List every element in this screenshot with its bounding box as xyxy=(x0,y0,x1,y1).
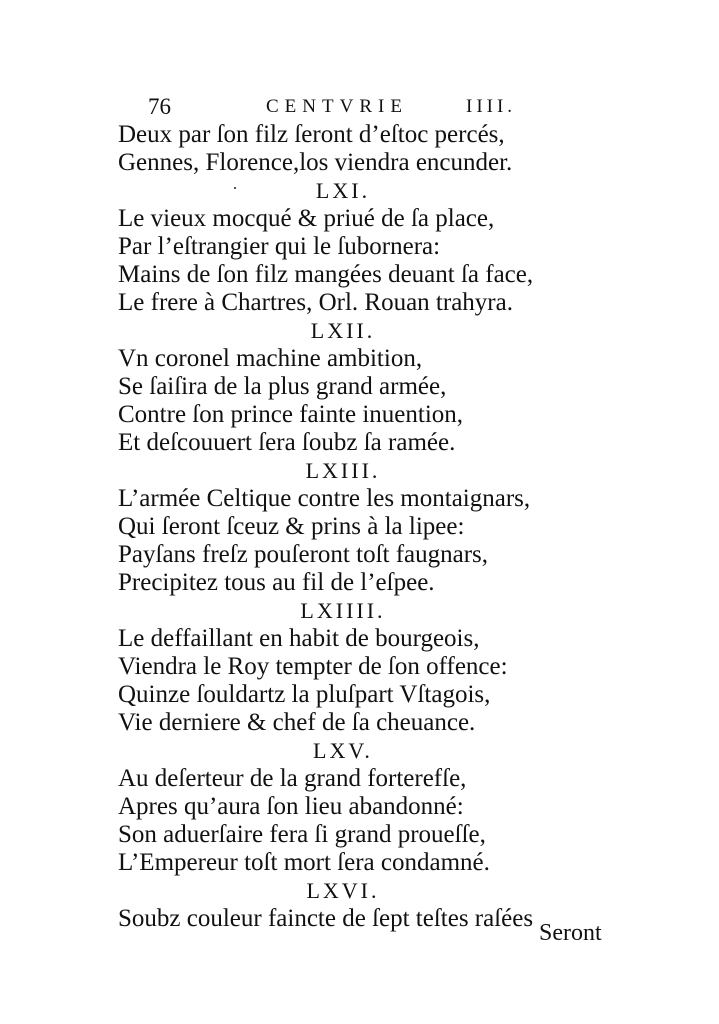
verse-line: Qui ſeront ſceuz & prins à la lipee: xyxy=(118,513,465,540)
verse-line: Vn coronel machine ambition, xyxy=(118,345,423,372)
quatrain-numeral: LXV. xyxy=(313,738,373,763)
ink-speck xyxy=(234,187,236,189)
verse-line: Viendra le Roy tempter de ſon offence: xyxy=(118,653,508,680)
quatrain-text-block xyxy=(118,121,618,933)
quatrain-numeral: LXII. xyxy=(310,318,376,343)
verse-line: Et deſcouuert ſera ſoubz ſa ramée. xyxy=(118,429,456,456)
verse-line: Quinze ſouldartz la pluſpart Vſtagois, xyxy=(118,681,491,708)
quatrain-numeral: LXIIII. xyxy=(300,598,386,623)
verse-line: Contre ſon prince fainte inuention, xyxy=(118,401,464,428)
verse-line: Le deffaillant en habit de bourgeois, xyxy=(118,625,480,652)
verse-line: Le frere à Chartres, Orl. Rouan trahyra. xyxy=(118,289,513,316)
page-header xyxy=(148,92,548,122)
verse-line: Son aduerſaire fera ſi grand proueſſe, xyxy=(118,821,486,848)
verse-line: Vie derniere & chef de ſa cheuance. xyxy=(118,709,476,736)
running-head: CENTVRIE xyxy=(266,96,408,117)
quatrain-numeral: LXIII. xyxy=(305,458,381,483)
verse-line: Par l’eſtrangier qui le ſubornera: xyxy=(118,233,441,260)
verse-line: Le vieux mocqué & priué de ſa place, xyxy=(118,205,495,232)
verse-line: Se ſaiſira de la plus grand armée, xyxy=(118,373,447,400)
verse-line: Payſans freſz pouſeront toſt faugnars, xyxy=(118,541,489,568)
page-number: 76 xyxy=(148,94,171,119)
verse-line: L’Empereur toſt mort ſera condamné. xyxy=(118,849,490,876)
verse-line: Gennes, Florence,los viendra encunder. xyxy=(118,149,513,176)
verse-line: Mains de ſon filz mangées deuant ſa face, xyxy=(118,261,534,288)
verse-line: Apres qu’aura ſon lieu abandonné: xyxy=(118,793,464,820)
verse-line: Au deſerteur de la grand forterefſe, xyxy=(118,765,467,792)
verse-line: Precipitez tous au fil de l’eſpee. xyxy=(118,569,435,596)
verse-line: Deux par ſon filz ſeront d’eſtoc percés, xyxy=(118,121,505,148)
quatrain-numeral: LXVI. xyxy=(306,878,380,903)
quatrain-numeral: LXI. xyxy=(315,178,371,203)
verse-line: Soubz couleur faincte de ſept teſtes raſées xyxy=(118,905,534,932)
running-head-century-number: IIII. xyxy=(466,96,517,117)
verse-line: L’armée Celtique contre les montaignars, xyxy=(118,485,531,512)
catchword: Seront xyxy=(539,920,602,946)
